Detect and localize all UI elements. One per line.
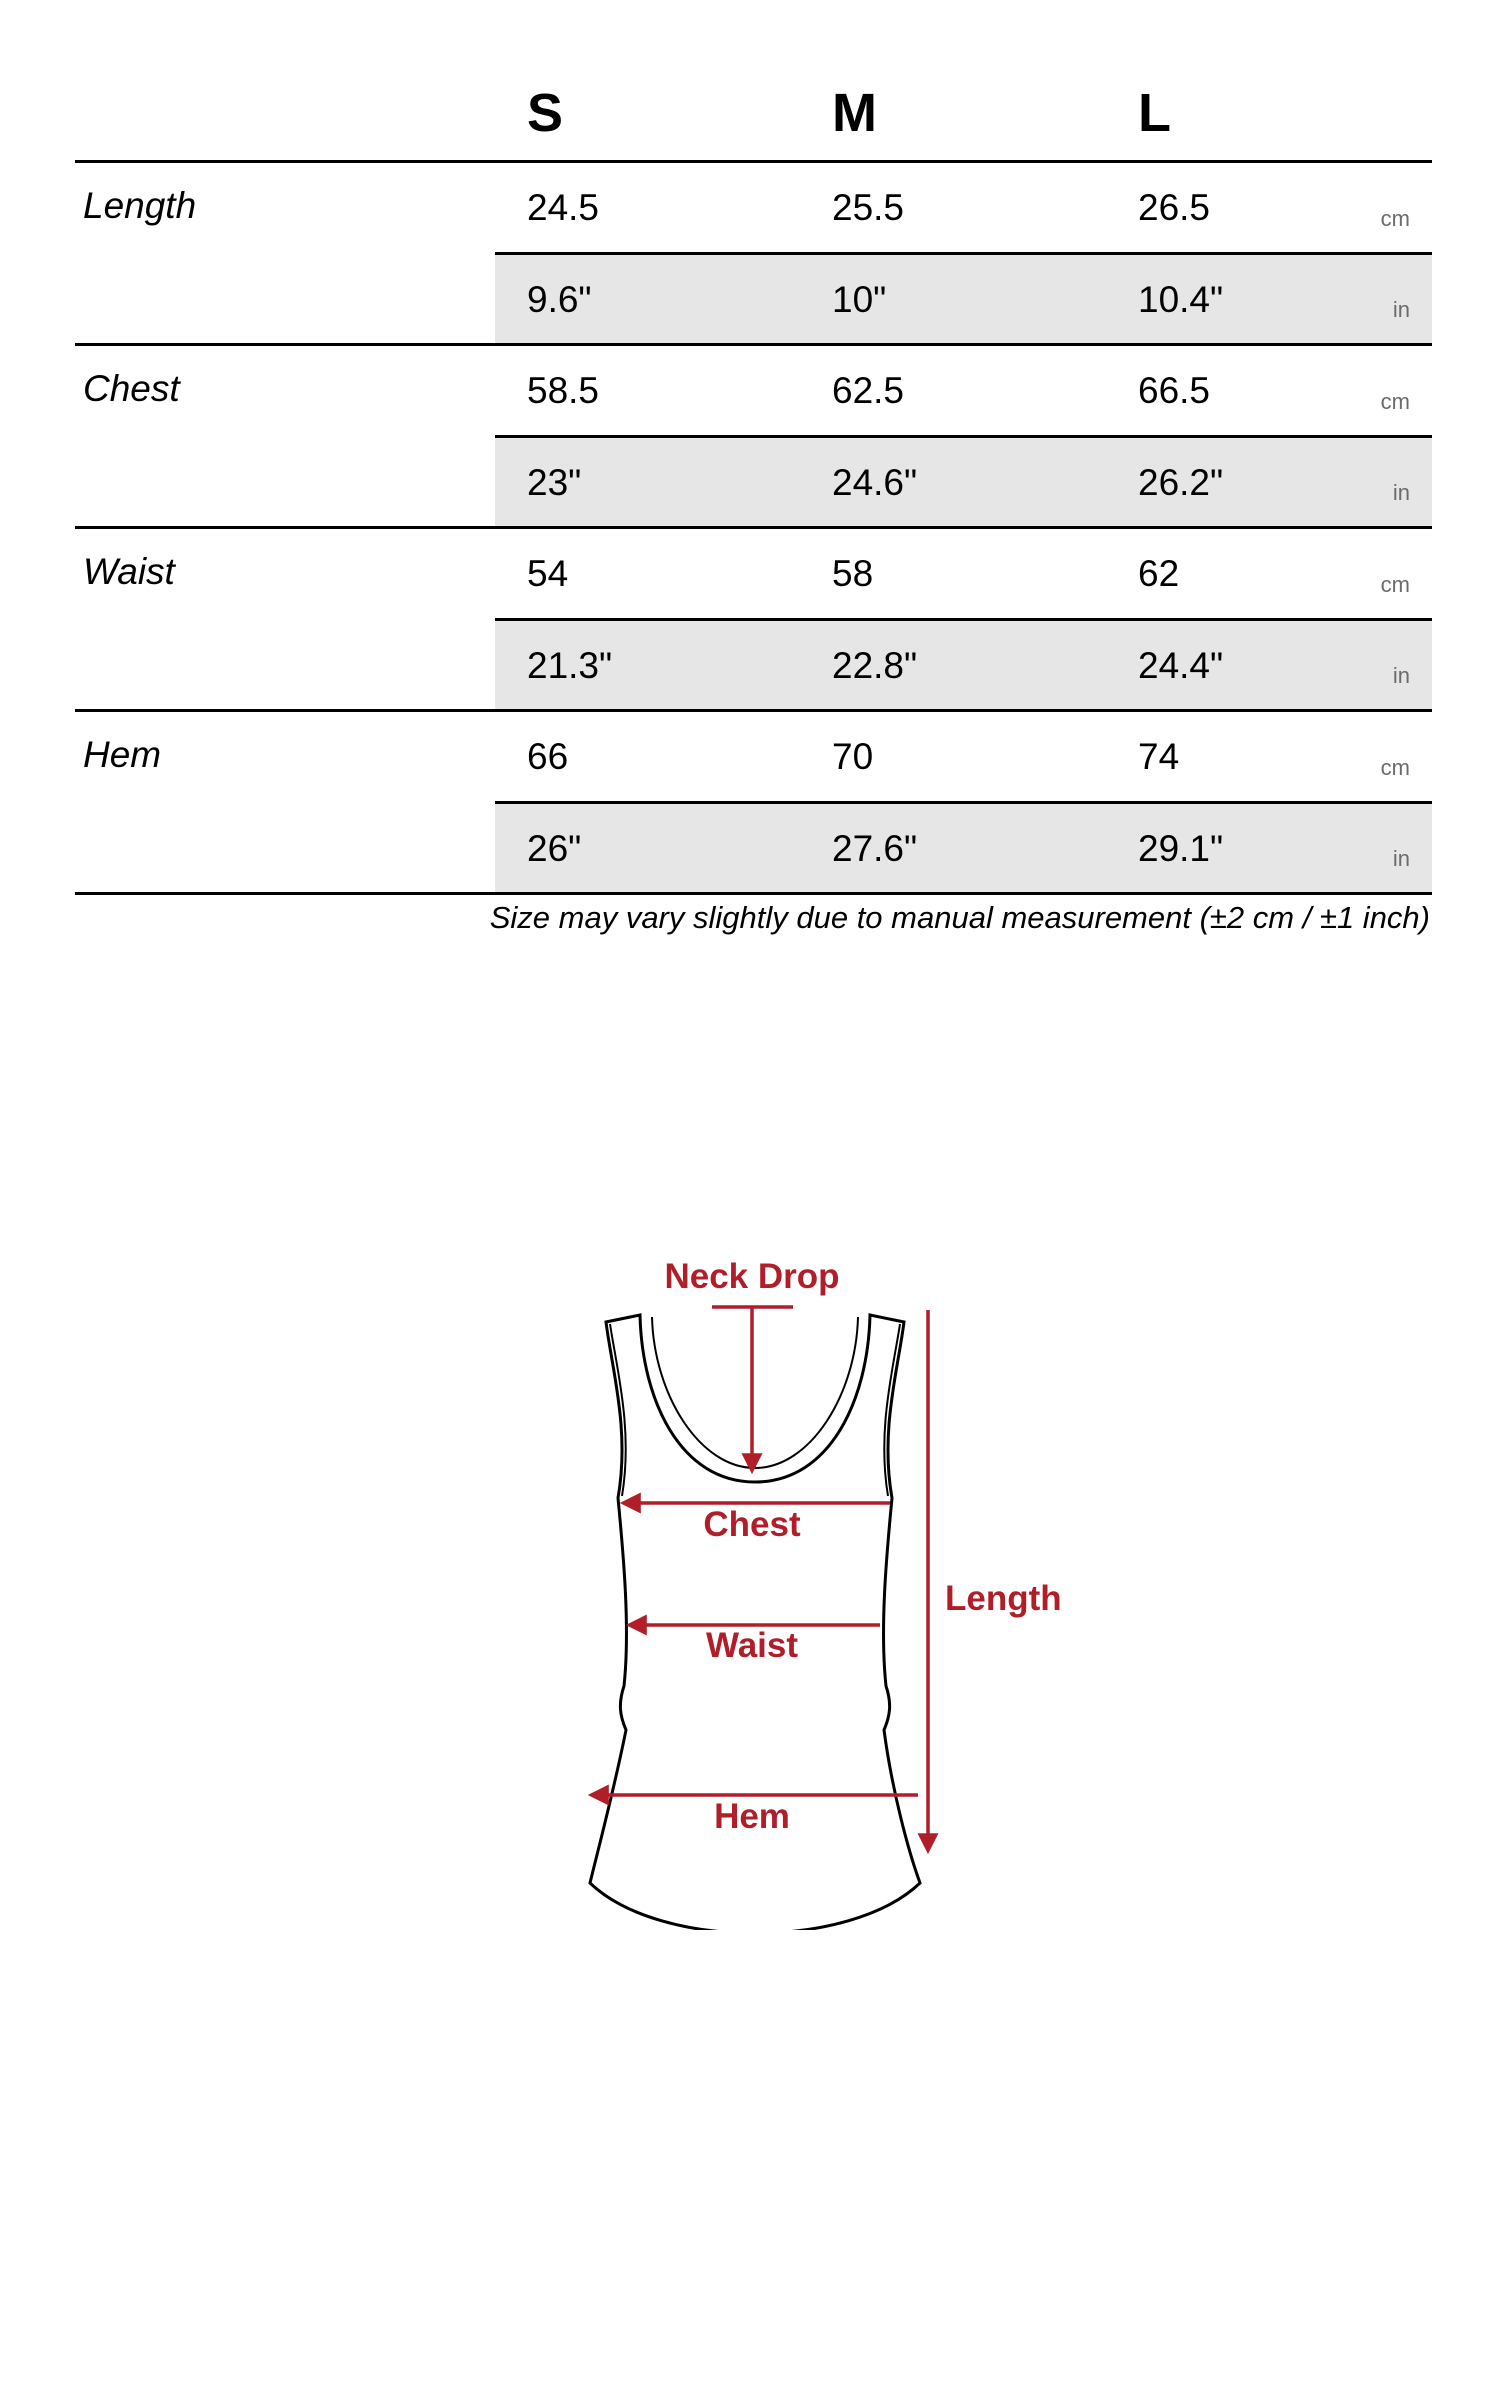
size-header-row (75, 60, 1432, 163)
value-cell: 54 (527, 553, 569, 594)
value-cell: 10.4" (1138, 279, 1224, 320)
measurement-group-waist (75, 529, 1432, 712)
value-cell: 26.2" (1138, 462, 1224, 503)
value-cell: 22.8" (832, 645, 918, 686)
value-cell: 24.4" (1138, 645, 1224, 686)
measurement-note: Size may vary slightly due to manual measurement (±2 cm / ±1 inch) (489, 900, 1430, 935)
value-cell: 9.6" (527, 279, 592, 320)
size-header-s: S (527, 83, 564, 143)
cm-row (495, 163, 1432, 255)
value-cell: 27.6" (832, 828, 918, 869)
value-cell: 29.1" (1138, 828, 1224, 869)
inch-row (495, 804, 1432, 892)
value-cell: 10" (832, 279, 887, 320)
measurement-label: Hem (83, 734, 162, 775)
value-cell: 26" (527, 828, 582, 869)
value-cell: 26.5 (1138, 187, 1211, 228)
value-cell: 58.5 (527, 370, 600, 411)
unit-label: cm (1380, 572, 1410, 597)
size-header-l: L (1138, 83, 1171, 143)
measurement-label: Waist (83, 551, 175, 592)
unit-label: in (1392, 663, 1410, 688)
unit-label: cm (1380, 206, 1410, 231)
unit-label: cm (1380, 755, 1410, 780)
cm-row (495, 346, 1432, 438)
value-cell: 70 (832, 736, 874, 777)
size-header-m: M (832, 83, 877, 143)
value-cell: 58 (832, 553, 874, 594)
waist-label: Waist (705, 1626, 799, 1665)
value-cell: 23" (527, 462, 582, 503)
cm-row (495, 712, 1432, 804)
cm-row (495, 529, 1432, 621)
tank-top-outline (590, 1315, 920, 1930)
measurement-group-hem (75, 712, 1432, 895)
value-cell: 66 (527, 736, 569, 777)
size-chart-table (75, 60, 1432, 895)
inch-row (495, 255, 1432, 343)
value-cell: 24.6" (832, 462, 918, 503)
value-cell: 21.3" (527, 645, 613, 686)
measurement-label: Length (83, 185, 197, 226)
unit-label: in (1392, 297, 1410, 322)
unit-label: in (1392, 846, 1410, 871)
value-cell: 62 (1138, 553, 1180, 594)
hem-label: Hem (714, 1797, 790, 1836)
tank-top-measurement-diagram (0, 1230, 1500, 1930)
unit-label: in (1392, 480, 1410, 505)
value-cell: 62.5 (832, 370, 905, 411)
chest-label: Chest (703, 1505, 801, 1544)
neck-drop-label: Neck Drop (664, 1257, 840, 1296)
measurement-group-chest (75, 346, 1432, 529)
measurement-group-length (75, 163, 1432, 346)
inch-row (495, 621, 1432, 709)
length-label: Length (945, 1579, 1062, 1618)
value-cell: 66.5 (1138, 370, 1211, 411)
value-cell: 24.5 (527, 187, 600, 228)
value-cell: 74 (1138, 736, 1180, 777)
value-cell: 25.5 (832, 187, 905, 228)
measurement-label: Chest (83, 368, 180, 409)
unit-label: cm (1380, 389, 1410, 414)
inch-row (495, 438, 1432, 526)
measurement-arrows (592, 1307, 928, 1850)
